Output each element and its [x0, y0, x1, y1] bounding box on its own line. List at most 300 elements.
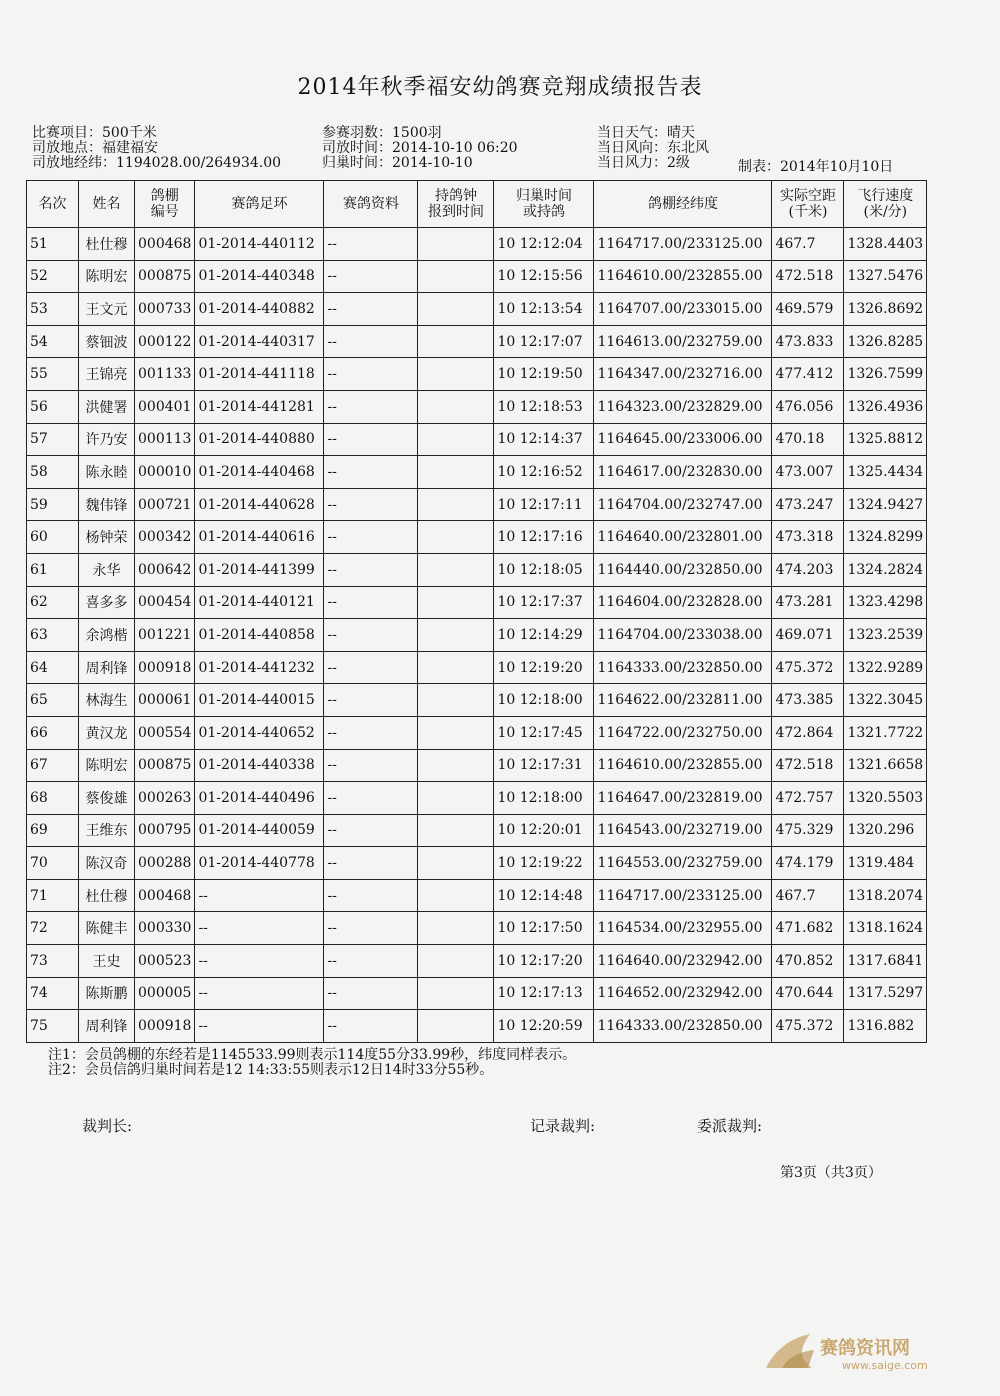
clock-time-cell — [418, 325, 494, 358]
ring-cell: -- — [195, 945, 324, 978]
page-number: 第3页（共3页） — [780, 1165, 882, 1181]
pigeon-info-cell: -- — [324, 782, 418, 815]
rank-cell: 54 — [27, 325, 79, 358]
clock-time-cell — [418, 814, 494, 847]
distance-cell: 470.644 — [772, 977, 844, 1010]
name-cell: 许乃安 — [79, 423, 135, 456]
rank-cell: 61 — [27, 553, 79, 586]
rank-cell: 51 — [27, 228, 79, 261]
table-row — [27, 879, 927, 912]
arrival-time-cell: 10 12:17:37 — [494, 586, 594, 619]
clock-time-cell — [418, 390, 494, 423]
arrival-time-cell: 10 12:17:11 — [494, 488, 594, 521]
name-cell: 林海生 — [79, 684, 135, 717]
loft-coordinates-cell: 1164647.00/232819.00 — [594, 782, 772, 815]
header-speed: 飞行速度 (米/分) — [844, 181, 927, 228]
logo-text: 赛鸽资讯网 — [820, 1338, 910, 1359]
loft-coordinates-cell: 1164717.00/233125.00 — [594, 879, 772, 912]
header-rank: 名次 — [27, 181, 79, 228]
meta-item: 当日风力：2级 — [597, 155, 690, 171]
loft-coordinates-cell: 1164707.00/233015.00 — [594, 293, 772, 326]
pigeon-info-cell: -- — [324, 228, 418, 261]
clock-time-cell — [418, 521, 494, 554]
clock-time-cell — [418, 977, 494, 1010]
speed-cell: 1316.882 — [844, 1010, 927, 1043]
rank-cell: 68 — [27, 782, 79, 815]
ring-cell: 01-2014-441281 — [195, 390, 324, 423]
rank-cell: 72 — [27, 912, 79, 945]
rank-cell: 59 — [27, 488, 79, 521]
table-row — [27, 456, 927, 489]
loft-number-cell: 000918 — [135, 1010, 195, 1043]
table-row — [27, 325, 927, 358]
distance-cell: 467.7 — [772, 228, 844, 261]
table-row — [27, 782, 927, 815]
table-row — [27, 293, 927, 326]
table-row — [27, 912, 927, 945]
speed-cell: 1323.4298 — [844, 586, 927, 619]
arrival-time-cell: 10 12:20:59 — [494, 1010, 594, 1043]
distance-cell: 473.007 — [772, 456, 844, 489]
pigeon-info-cell: -- — [324, 847, 418, 880]
ring-cell: 01-2014-440652 — [195, 716, 324, 749]
loft-coordinates-cell: 1164717.00/233125.00 — [594, 228, 772, 261]
name-cell: 王锦亮 — [79, 358, 135, 391]
ring-cell: -- — [195, 1010, 324, 1043]
rank-cell: 64 — [27, 651, 79, 684]
speed-cell: 1324.2824 — [844, 553, 927, 586]
rank-cell: 70 — [27, 847, 79, 880]
clock-time-cell — [418, 358, 494, 391]
loft-coordinates-cell: 1164613.00/232759.00 — [594, 325, 772, 358]
delegate-referee-label: 委派裁判: — [697, 1117, 763, 1135]
arrival-time-cell: 10 12:12:04 — [494, 228, 594, 261]
loft-number-cell: 000061 — [135, 684, 195, 717]
recorder-referee-label: 记录裁判: — [530, 1117, 596, 1135]
arrival-time-cell: 10 12:13:54 — [494, 293, 594, 326]
loft-coordinates-cell: 1164622.00/232811.00 — [594, 684, 772, 717]
table-body — [27, 228, 927, 1043]
speed-cell: 1317.6841 — [844, 945, 927, 978]
ring-cell: 01-2014-440121 — [195, 586, 324, 619]
loft-coordinates-cell: 1164610.00/232855.00 — [594, 260, 772, 293]
ring-cell: 01-2014-440338 — [195, 749, 324, 782]
ring-cell: 01-2014-440616 — [195, 521, 324, 554]
report-title: 2014年秋季福安幼鸽赛竞翔成绩报告表 — [297, 75, 703, 100]
loft-number-cell: 000795 — [135, 814, 195, 847]
distance-cell: 473.833 — [772, 325, 844, 358]
distance-cell: 471.682 — [772, 912, 844, 945]
speed-cell: 1326.8692 — [844, 293, 927, 326]
name-cell: 陈明宏 — [79, 260, 135, 293]
table-row — [27, 228, 927, 261]
speed-cell: 1324.8299 — [844, 521, 927, 554]
ring-cell: 01-2014-440015 — [195, 684, 324, 717]
arrival-time-cell: 10 12:18:05 — [494, 553, 594, 586]
speed-cell: 1319.484 — [844, 847, 927, 880]
meta-item: 比赛项目：500千米 — [32, 125, 157, 141]
meta-item: 当日风向：东北风 — [597, 140, 709, 156]
name-cell: 陈斯鹏 — [79, 977, 135, 1010]
speed-cell: 1322.9289 — [844, 651, 927, 684]
ring-cell: -- — [195, 879, 324, 912]
name-cell: 周利锋 — [79, 651, 135, 684]
ring-cell: 01-2014-441399 — [195, 553, 324, 586]
table-row — [27, 423, 927, 456]
speed-cell: 1328.4403 — [844, 228, 927, 261]
loft-coordinates-cell: 1164652.00/232942.00 — [594, 977, 772, 1010]
loft-number-cell: 000342 — [135, 521, 195, 554]
loft-coordinates-cell: 1164323.00/232829.00 — [594, 390, 772, 423]
clock-time-cell — [418, 782, 494, 815]
arrival-time-cell: 10 12:19:50 — [494, 358, 594, 391]
arrival-time-cell: 10 12:17:07 — [494, 325, 594, 358]
rank-cell: 73 — [27, 945, 79, 978]
name-cell: 陈永睦 — [79, 456, 135, 489]
pigeon-info-cell: -- — [324, 977, 418, 1010]
name-cell: 杜仕穆 — [79, 879, 135, 912]
loft-number-cell: 000113 — [135, 423, 195, 456]
loft-number-cell: 000454 — [135, 586, 195, 619]
name-cell: 杨钟荣 — [79, 521, 135, 554]
pigeon-info-cell: -- — [324, 390, 418, 423]
name-cell: 蔡俊雄 — [79, 782, 135, 815]
table-row — [27, 749, 927, 782]
arrival-time-cell: 10 12:17:45 — [494, 716, 594, 749]
distance-cell: 475.329 — [772, 814, 844, 847]
table-row — [27, 684, 927, 717]
header-clock-time: 持鸽钟 报到时间 — [418, 181, 494, 228]
loft-coordinates-cell: 1164645.00/233006.00 — [594, 423, 772, 456]
table-row — [27, 945, 927, 978]
meta-item: 当日天气：晴天 — [597, 125, 695, 141]
distance-cell: 470.18 — [772, 423, 844, 456]
distance-cell: 467.7 — [772, 879, 844, 912]
clock-time-cell — [418, 749, 494, 782]
loft-number-cell: 000733 — [135, 293, 195, 326]
table-row — [27, 716, 927, 749]
loft-number-cell: 000288 — [135, 847, 195, 880]
arrival-time-cell: 10 12:18:00 — [494, 782, 594, 815]
clock-time-cell — [418, 912, 494, 945]
speed-cell: 1324.9427 — [844, 488, 927, 521]
loft-number-cell: 000721 — [135, 488, 195, 521]
ring-cell: 01-2014-440468 — [195, 456, 324, 489]
rank-cell: 57 — [27, 423, 79, 456]
meta-item: 司放地经纬：1194028.00/264934.00 — [32, 155, 282, 171]
arrival-time-cell: 10 12:14:37 — [494, 423, 594, 456]
speed-cell: 1325.8812 — [844, 423, 927, 456]
name-cell: 周利锋 — [79, 1010, 135, 1043]
arrival-time-cell: 10 12:17:16 — [494, 521, 594, 554]
rank-cell: 69 — [27, 814, 79, 847]
made-by-date: 制表：2014年10月10日 — [738, 159, 894, 175]
clock-time-cell — [418, 488, 494, 521]
pigeon-info-cell: -- — [324, 260, 418, 293]
ring-cell: 01-2014-440317 — [195, 325, 324, 358]
table-row — [27, 553, 927, 586]
rank-cell: 58 — [27, 456, 79, 489]
distance-cell: 469.579 — [772, 293, 844, 326]
name-cell: 余鸿楷 — [79, 619, 135, 652]
loft-number-cell: 000875 — [135, 260, 195, 293]
ring-cell: 01-2014-441118 — [195, 358, 324, 391]
arrival-time-cell: 10 12:19:22 — [494, 847, 594, 880]
rank-cell: 75 — [27, 1010, 79, 1043]
rank-cell: 62 — [27, 586, 79, 619]
loft-number-cell: 000010 — [135, 456, 195, 489]
pigeon-info-cell: -- — [324, 456, 418, 489]
table-row — [27, 358, 927, 391]
results-table — [26, 180, 927, 1043]
arrival-time-cell: 10 12:15:56 — [494, 260, 594, 293]
speed-cell: 1321.6658 — [844, 749, 927, 782]
pigeon-info-cell: -- — [324, 879, 418, 912]
loft-coordinates-cell: 1164704.00/233038.00 — [594, 619, 772, 652]
loft-coordinates-cell: 1164534.00/232955.00 — [594, 912, 772, 945]
notes — [48, 1048, 576, 1078]
distance-cell: 475.372 — [772, 1010, 844, 1043]
distance-cell: 473.247 — [772, 488, 844, 521]
ring-cell: 01-2014-441232 — [195, 651, 324, 684]
arrival-time-cell: 10 12:17:31 — [494, 749, 594, 782]
header-arrival-time: 归巢时间 或持鸽 — [494, 181, 594, 228]
loft-number-cell: 001221 — [135, 619, 195, 652]
note-2: 注2：会员信鸽归巢时间若是12 14:33:55则表示12日14时33分55秒。 — [48, 1062, 494, 1078]
pigeon-info-cell: -- — [324, 1010, 418, 1043]
table-row — [27, 847, 927, 880]
clock-time-cell — [418, 879, 494, 912]
table-row — [27, 488, 927, 521]
arrival-time-cell: 10 12:17:13 — [494, 977, 594, 1010]
loft-coordinates-cell: 1164617.00/232830.00 — [594, 456, 772, 489]
clock-time-cell — [418, 1010, 494, 1043]
speed-cell: 1326.8285 — [844, 325, 927, 358]
clock-time-cell — [418, 651, 494, 684]
clock-time-cell — [418, 619, 494, 652]
loft-number-cell: 000468 — [135, 879, 195, 912]
pigeon-info-cell: -- — [324, 586, 418, 619]
loft-coordinates-cell: 1164610.00/232855.00 — [594, 749, 772, 782]
header-pigeon-info: 赛鸽资料 — [324, 181, 418, 228]
distance-cell: 477.412 — [772, 358, 844, 391]
ring-cell: -- — [195, 977, 324, 1010]
rank-cell: 65 — [27, 684, 79, 717]
loft-coordinates-cell: 1164640.00/232942.00 — [594, 945, 772, 978]
meta-item: 司放地点：福建福安 — [32, 140, 158, 156]
ring-cell: 01-2014-440496 — [195, 782, 324, 815]
distance-cell: 473.385 — [772, 684, 844, 717]
distance-cell: 472.518 — [772, 260, 844, 293]
loft-coordinates-cell: 1164333.00/232850.00 — [594, 1010, 772, 1043]
clock-time-cell — [418, 260, 494, 293]
speed-cell: 1320.5503 — [844, 782, 927, 815]
clock-time-cell — [418, 684, 494, 717]
name-cell: 蔡钿波 — [79, 325, 135, 358]
distance-cell: 470.852 — [772, 945, 844, 978]
speed-cell: 1317.5297 — [844, 977, 927, 1010]
loft-coordinates-cell: 1164722.00/232750.00 — [594, 716, 772, 749]
loft-coordinates-cell: 1164553.00/232759.00 — [594, 847, 772, 880]
loft-coordinates-cell: 1164347.00/232716.00 — [594, 358, 772, 391]
pigeon-info-cell: -- — [324, 488, 418, 521]
loft-number-cell: 000875 — [135, 749, 195, 782]
pigeon-info-cell: -- — [324, 521, 418, 554]
pigeon-info-cell: -- — [324, 325, 418, 358]
speed-cell: 1320.296 — [844, 814, 927, 847]
table-row — [27, 619, 927, 652]
table-row — [27, 521, 927, 554]
name-cell: 陈健丰 — [79, 912, 135, 945]
loft-coordinates-cell: 1164604.00/232828.00 — [594, 586, 772, 619]
meta-item: 司放时间：2014-10-10 06:20 — [322, 140, 518, 156]
speed-cell: 1326.4936 — [844, 390, 927, 423]
arrival-time-cell: 10 12:17:50 — [494, 912, 594, 945]
ring-cell: 01-2014-440882 — [195, 293, 324, 326]
arrival-time-cell: 10 12:16:52 — [494, 456, 594, 489]
arrival-time-cell: 10 12:18:00 — [494, 684, 594, 717]
clock-time-cell — [418, 293, 494, 326]
loft-number-cell: 000330 — [135, 912, 195, 945]
ring-cell: 01-2014-440858 — [195, 619, 324, 652]
speed-cell: 1327.5476 — [844, 260, 927, 293]
distance-cell: 475.372 — [772, 651, 844, 684]
name-cell: 永华 — [79, 553, 135, 586]
speed-cell: 1318.2074 — [844, 879, 927, 912]
header-ring: 赛鸽足环 — [195, 181, 324, 228]
rank-cell: 67 — [27, 749, 79, 782]
speed-cell: 1321.7722 — [844, 716, 927, 749]
arrival-time-cell: 10 12:17:20 — [494, 945, 594, 978]
clock-time-cell — [418, 716, 494, 749]
distance-cell: 474.203 — [772, 553, 844, 586]
ring-cell: 01-2014-440778 — [195, 847, 324, 880]
meta-item: 归巢时间：2014-10-10 — [322, 155, 473, 171]
table-row — [27, 390, 927, 423]
pigeon-info-cell: -- — [324, 684, 418, 717]
table-row — [27, 977, 927, 1010]
loft-number-cell: 000642 — [135, 553, 195, 586]
chief-referee-label: 裁判长: — [82, 1117, 133, 1135]
rank-cell: 55 — [27, 358, 79, 391]
name-cell: 洪健署 — [79, 390, 135, 423]
table-row — [27, 814, 927, 847]
ring-cell: 01-2014-440880 — [195, 423, 324, 456]
loft-number-cell: 000554 — [135, 716, 195, 749]
distance-cell: 472.864 — [772, 716, 844, 749]
distance-cell: 472.518 — [772, 749, 844, 782]
ring-cell: 01-2014-440059 — [195, 814, 324, 847]
loft-number-cell: 000523 — [135, 945, 195, 978]
rank-cell: 60 — [27, 521, 79, 554]
loft-number-cell: 000918 — [135, 651, 195, 684]
pigeon-info-cell: -- — [324, 651, 418, 684]
loft-number-cell: 000122 — [135, 325, 195, 358]
pigeon-info-cell: -- — [324, 423, 418, 456]
table-row — [27, 260, 927, 293]
loft-number-cell: 000263 — [135, 782, 195, 815]
pigeon-info-cell: -- — [324, 619, 418, 652]
header-name: 姓名 — [79, 181, 135, 228]
name-cell: 陈汉奇 — [79, 847, 135, 880]
pigeon-info-cell: -- — [324, 749, 418, 782]
speed-cell: 1326.7599 — [844, 358, 927, 391]
loft-coordinates-cell: 1164543.00/232719.00 — [594, 814, 772, 847]
loft-coordinates-cell: 1164440.00/232850.00 — [594, 553, 772, 586]
note-1: 注1：会员鸽棚的东经若是1145533.99则表示114度55分33.99秒，纬度同样表示。 — [48, 1047, 577, 1063]
clock-time-cell — [418, 456, 494, 489]
distance-cell: 474.179 — [772, 847, 844, 880]
rank-cell: 66 — [27, 716, 79, 749]
name-cell: 黄汉龙 — [79, 716, 135, 749]
arrival-time-cell: 10 12:14:48 — [494, 879, 594, 912]
speed-cell: 1318.1624 — [844, 912, 927, 945]
speed-cell: 1323.2539 — [844, 619, 927, 652]
table-header-row — [27, 181, 927, 228]
meta-column-3 — [597, 126, 709, 171]
rank-cell: 56 — [27, 390, 79, 423]
logo-url: www.saige.com — [842, 1359, 928, 1372]
rank-cell: 71 — [27, 879, 79, 912]
table-row — [27, 651, 927, 684]
name-cell: 王史 — [79, 945, 135, 978]
header-loft-coordinates: 鸽棚经纬度 — [594, 181, 772, 228]
ring-cell: 01-2014-440628 — [195, 488, 324, 521]
pigeon-info-cell: -- — [324, 912, 418, 945]
ring-cell: 01-2014-440112 — [195, 228, 324, 261]
arrival-time-cell: 10 12:14:29 — [494, 619, 594, 652]
speed-cell: 1325.4434 — [844, 456, 927, 489]
name-cell: 魏伟锋 — [79, 488, 135, 521]
ring-cell: -- — [195, 912, 324, 945]
rank-cell: 52 — [27, 260, 79, 293]
pigeon-info-cell: -- — [324, 716, 418, 749]
name-cell: 杜仕穆 — [79, 228, 135, 261]
arrival-time-cell: 10 12:19:20 — [494, 651, 594, 684]
rank-cell: 74 — [27, 977, 79, 1010]
arrival-time-cell: 10 12:18:53 — [494, 390, 594, 423]
pigeon-info-cell: -- — [324, 945, 418, 978]
table-row — [27, 1010, 927, 1043]
loft-coordinates-cell: 1164640.00/232801.00 — [594, 521, 772, 554]
speed-cell: 1322.3045 — [844, 684, 927, 717]
header-loft-number: 鸽棚 编号 — [135, 181, 195, 228]
arrival-time-cell: 10 12:20:01 — [494, 814, 594, 847]
name-cell: 喜多多 — [79, 586, 135, 619]
pigeon-info-cell: -- — [324, 814, 418, 847]
loft-number-cell: 000005 — [135, 977, 195, 1010]
pigeon-info-cell: -- — [324, 358, 418, 391]
name-cell: 王文元 — [79, 293, 135, 326]
header-distance: 实际空距 (千米) — [772, 181, 844, 228]
pigeon-info-cell: -- — [324, 553, 418, 586]
meta-column-1 — [32, 126, 281, 171]
table-row — [27, 586, 927, 619]
clock-time-cell — [418, 423, 494, 456]
pigeon-info-cell: -- — [324, 293, 418, 326]
distance-cell: 476.056 — [772, 390, 844, 423]
clock-time-cell — [418, 586, 494, 619]
rank-cell: 53 — [27, 293, 79, 326]
meta-column-2 — [322, 126, 518, 171]
name-cell: 陈明宏 — [79, 749, 135, 782]
loft-coordinates-cell: 1164333.00/232850.00 — [594, 651, 772, 684]
ring-cell: 01-2014-440348 — [195, 260, 324, 293]
distance-cell: 469.071 — [772, 619, 844, 652]
distance-cell: 472.757 — [772, 782, 844, 815]
name-cell: 王维东 — [79, 814, 135, 847]
meta-item: 参赛羽数：1500羽 — [322, 125, 442, 141]
